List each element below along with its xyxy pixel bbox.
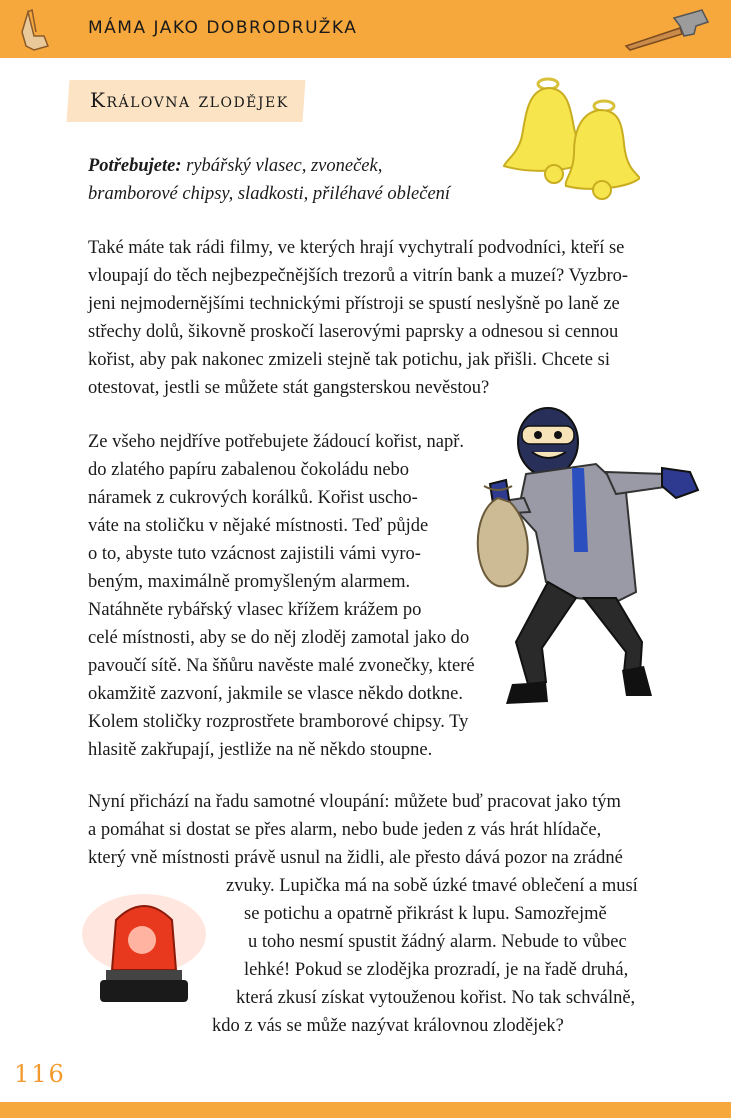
text-line: náramek z cukrových korálků. Kořist uscho- [88, 488, 418, 508]
paragraph-burglary [88, 788, 638, 1040]
text-line: kořist, aby pak nakonec zmizeli stejně tak potichu, jak přišli. Chcete si [88, 350, 610, 370]
requirements-label: Potřebujete: [88, 156, 182, 176]
text-line: do zlatého papíru zabalenou čokoládu nebo [88, 460, 410, 480]
text-line: o to, abyste tuto vzácnost zajistili vámi vyro- [88, 544, 421, 564]
paragraph-intro [88, 234, 668, 402]
bells-icon [500, 74, 640, 204]
text-line: která zkusí získat vytouženou kořist. No tak schválně, [236, 988, 636, 1008]
text-line: okamžitě zazvoní, jakmile se vlasce někdo dotkne. [88, 684, 464, 704]
text-line: Natáhněte rybářský vlasec křížem krážem po [88, 600, 422, 620]
paragraph-alarm [88, 428, 475, 764]
text-line: pavoučí sítě. Na šňůru navěste malé zvonečky, které [88, 656, 475, 676]
text-line: otestovat, jestli se můžete stát gangsterskou nevěstou? [88, 378, 490, 398]
requirements-line-2: bramborové chipsy, sladkosti, přiléhavé oblečení [88, 184, 451, 204]
text-line: Nyní přichází na řadu samotné vloupání: můžete buď pracovat jako tým [88, 792, 621, 812]
text-line: se potichu a opatrně přikrást k lupu. Samozřejmě [244, 904, 607, 924]
section-title: Královna zlodějek [90, 88, 289, 112]
text-line: Kolem stoličky rozprostřete bramborové chipsy. Ty [88, 712, 469, 732]
hand-icon [14, 6, 54, 52]
text-line: u toho nesmí spustit žádný alarm. Nebude to vůbec [248, 932, 627, 952]
page-footer [0, 1102, 731, 1118]
text-line: střechy dolů, šikovně proskočí laserovými paprsky a odnesou si cennou [88, 322, 619, 342]
text-line: vloupají do těch nejbezpečnějších trezorů a vitrín bank a muzeí? Vyzbro- [88, 266, 629, 286]
text-line: celé místnosti, aby se do něj zloděj zamotal jako do [88, 628, 470, 648]
text-line: kdo z vás se může nazývat královnou zlodějek? [212, 1016, 564, 1036]
text-line: jeni nejmodernějšími technickými přístroji se spustí neslyšně po laně ze [88, 294, 620, 314]
running-title: MÁMA JAKO DOBRODRUŽKA [88, 18, 358, 38]
text-line: který vně místnosti právě usnul na židli, ale přesto dává pozor na zrádné [88, 848, 623, 868]
text-line: váte na stoličku v nějaké místnosti. Teď půjde [88, 516, 429, 536]
hammer-icon [622, 8, 712, 52]
text-line: Také máte tak rádi filmy, ve kterých hrají vychytralí podvodníci, kteří se [88, 238, 625, 258]
requirements-line-1: rybářský vlasec, zvoneček, [181, 156, 383, 176]
text-line: hlasitě zakřupají, jestliže na ně někdo stoupne. [88, 740, 433, 760]
text-line: Ze všeho nejdříve potřebujete žádoucí kořist, např. [88, 432, 465, 452]
page-header [0, 0, 731, 58]
text-line: a pomáhat si dostat se přes alarm, nebo bude jeden z vás hrát hlídače, [88, 820, 602, 840]
thief-illustration [476, 402, 702, 720]
text-line: lehké! Pokud se zlodějka prozradí, je na řadě druhá, [244, 960, 629, 980]
text-line: beným, maximálně promyšleným alarmem. [88, 572, 411, 592]
page-number: 116 [14, 1060, 66, 1088]
text-line: zvuky. Lupička má na sobě úzké tmavé oblečení a musí [226, 876, 638, 896]
requirements [88, 152, 488, 208]
